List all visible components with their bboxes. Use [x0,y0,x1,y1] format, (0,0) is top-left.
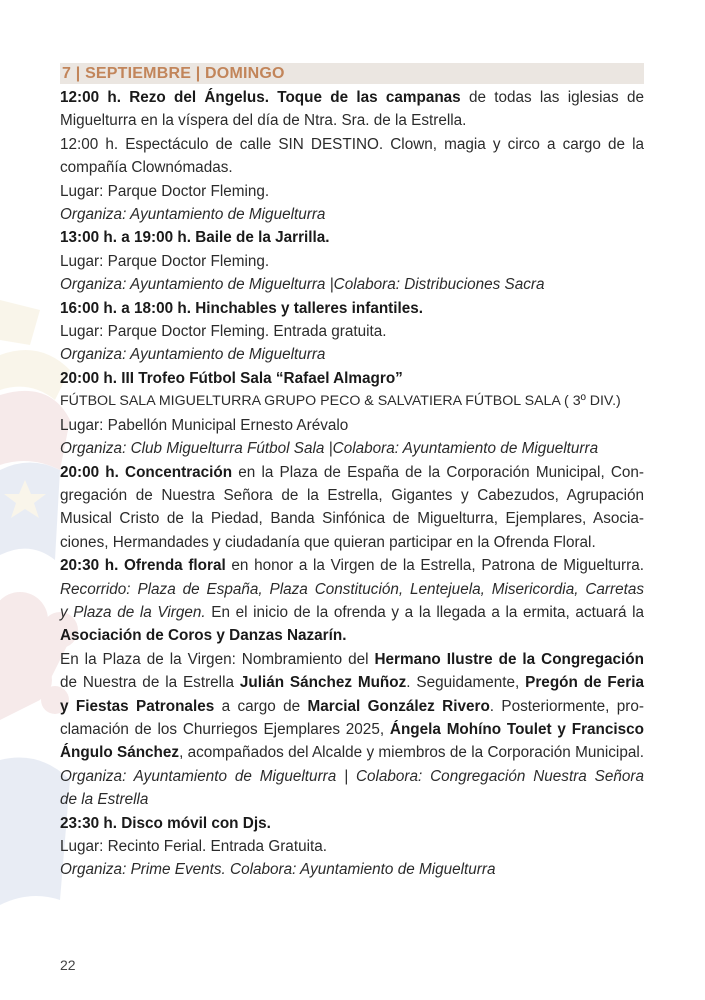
body-text: FÚTBOL SALA MIGUELTURRA GRUPO PECO & SALVATIERA FÚTBOL SALA ( 3º DIV.) [60,393,621,410]
body-text: Lugar: Recinto Ferial. Entrada Gratuita. [60,838,327,855]
body-text: En la Plaza de la Virgen: Nombramiento del [60,650,375,668]
italic-text: de la Estrella [60,791,149,809]
bold-text: Pregón de Feria [525,674,644,692]
text-line [60,695,644,718]
bold-text: Julián Sánchez Muñoz [239,674,407,692]
body-text: . Posteriormente, pro- [489,697,644,715]
body-text: Lugar: Parque Doctor Fleming. [60,182,270,200]
bold-text: Ángulo Sánchez [60,744,180,762]
body-text: de todas las iglesias de [460,89,644,106]
text-line [60,788,644,811]
text-line [60,765,644,788]
text-line [60,367,644,390]
text-line [60,858,644,881]
text-line [60,390,644,413]
bold-text: y Fiestas Patronales [60,697,215,715]
date-header: 7 | SEPTIEMBRE | DOMINGO [60,63,644,84]
bold-text: 23:30 h. Disco móvil con Djs. [60,814,271,832]
bold-text: Marcial González Rivero [307,697,490,715]
program-page [60,63,644,882]
bold-text: 20:30 h. Ofrenda floral [60,557,226,575]
body-text: de Nuestra de la Estrella [60,674,240,692]
text-line [60,109,644,132]
body-text: en la Plaza de España de la Corporación Municipal, Con- [232,463,644,481]
text-line [60,718,644,741]
italic-text: Organiza: Ayuntamiento de Miguelturra [60,206,326,224]
bold-text: Ángela Mohíno Toulet y Francisco [389,720,644,738]
body-text: . Seguidamente, [406,674,526,692]
bold-text: 13:00 h. a 19:00 h. Baile de la Jarrilla. [60,229,330,247]
body-text: compañía Clownómadas. [60,159,233,177]
text-line [60,531,644,554]
bold-text: 16:00 h. a 18:00 h. Hinchables y talleres infantiles. [60,299,424,317]
text-line [60,203,644,226]
text-line [60,507,644,530]
text-line [60,86,644,109]
italic-text: Organiza: Prime Events. Colabora: Ayuntamiento de Miguelturra [60,861,496,879]
text-line [60,741,644,764]
italic-text: Organiza: Ayuntamiento de Miguelturra | Colabora: Congregación Nuestra Señora [60,767,644,785]
italic-text: Organiza: Club Miguelturra Fútbol Sala |Colabora: Ayuntamiento de Miguelturra [60,440,599,458]
body-text: Lugar: Parque Doctor Fleming. [60,252,270,270]
italic-text: y Plaza de la Virgen. [60,603,206,621]
body-text: 12:00 h. Espectáculo de calle SIN DESTINO. Clown, magia y circo a cargo de la [60,135,644,153]
body-text: clamación de los Churriegos Ejemplares 2025, [60,720,390,738]
text-line [60,648,644,671]
text-line [60,320,644,343]
text-line [60,484,644,507]
body-text: ciones, Hermandades y ciudadanía que quieran participar en la Ofrenda Floral. [60,533,596,551]
text-line [60,461,644,484]
page-number: 22 [60,957,76,973]
body-text: En el inicio de la ofrenda y a la llegada a la ermita, actuará la [205,603,645,621]
body-text: Musical Cristo de la Piedad, Banda Sinfónica de Miguelturra, Ejemplares, Asocia- [60,510,644,528]
body-text: Lugar: Parque Doctor Fleming. Entrada gratuita. [60,323,387,341]
text-line [60,156,644,179]
italic-text: Organiza: Ayuntamiento de Miguelturra |Colabora: Distribuciones Sacra [60,276,545,294]
text-line [60,671,644,694]
text-line [60,273,644,296]
text-line [60,624,644,647]
text-line [60,180,644,203]
body-text: Lugar: Pabellón Municipal Ernesto Arévalo [60,416,349,434]
text-line [60,414,644,437]
text-line [60,343,644,366]
body-text: Miguelturra en la víspera del día de Ntra. Sra. de la Estrella. [60,112,467,130]
text-line [60,133,644,156]
text-line [60,297,644,320]
bold-text: 12:00 h. Rezo del Ángelus. Toque de las campanas [60,89,461,106]
italic-text: Organiza: Ayuntamiento de Miguelturra [60,346,326,364]
italic-text: Recorrido: Plaza de España, Plaza Constitución, Lentejuela, Misericordia, Carretas [60,580,644,598]
bold-text: Hermano Ilustre de la Congregación [374,650,644,668]
text-line [60,437,644,460]
body-text: , acompañados del Alcalde y miembros de la Corporación Municipal. [179,744,644,762]
bold-text: 20:00 h. III Trofeo Fútbol Sala “Rafael Almagro” [60,369,403,387]
text-line [60,250,644,273]
text-line [60,226,644,249]
bold-text: 20:00 h. Concentración [60,463,233,481]
body-text: en honor a la Virgen de la Estrella, Patrona de Miguelturra. [225,557,645,575]
bold-text: Asociación de Coros y Danzas Nazarín. [60,627,347,645]
text-line [60,578,644,601]
event-list [60,86,644,882]
text-line [60,835,644,858]
text-line [60,554,644,577]
text-line [60,601,644,624]
body-text: a cargo de [214,697,308,715]
text-line [60,812,644,835]
body-text: gregación de Nuestra Señora de la Estrella, Gigantes y Cabezudos, Agrupación [60,486,644,504]
